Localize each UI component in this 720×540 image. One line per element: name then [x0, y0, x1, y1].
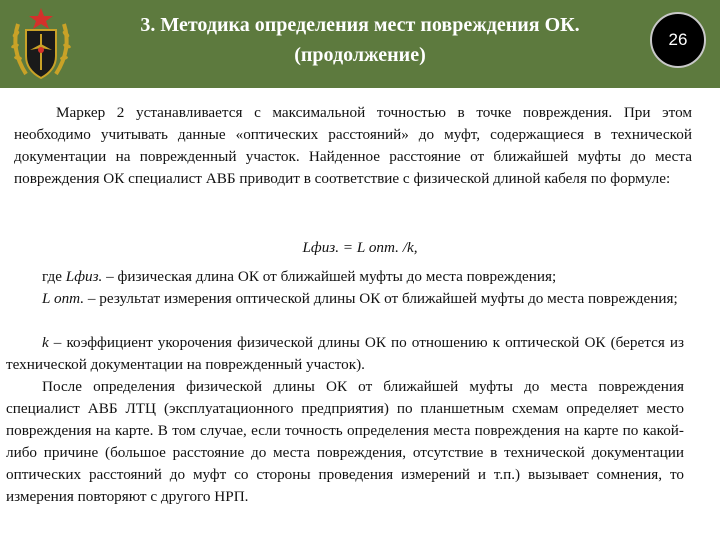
slide-title-line1: 3. Методика определения мест повреждения ОК. — [140, 14, 580, 36]
definition-lfiz-text: – физическая длина ОК от ближайшей муфты до места повреждения; — [102, 268, 557, 285]
formula: Lфиз. = L опт. /k, — [302, 239, 418, 256]
term-lopt: L опт. — [42, 290, 85, 307]
definition-lfiz — [6, 266, 684, 288]
definition-lopt-text: – результат измерения оптической длины ОК от ближайшей муфты до места повреждения; — [84, 290, 678, 307]
definition-k-text: – коэффициент укорочения физической длины ОК по отношению к оптической ОК (берется из технической документации на поврежденный участок). — [6, 334, 684, 373]
definition-k — [6, 332, 684, 376]
definition-prefix: где — [42, 268, 66, 285]
slide-title-line2: (продолжение) — [294, 44, 426, 66]
term-lfiz: Lфиз. — [65, 268, 103, 285]
term-k: k — [42, 334, 49, 351]
page-number: 26 — [668, 30, 688, 49]
definition-lopt — [6, 288, 684, 310]
paragraph-marker: Маркер 2 устанавливается с максимальной точностью в точке повреждения. При этом необходимо учитывать данные «оптических расстояний» до муфт, содержащиеся в технической документации на поврежденный участок. Найденное расстояние от ближайшей муфты до места повреждения ОК специалист АВБ приводит в соответствие с физической длиной кабеля по формуле: — [14, 104, 692, 187]
paragraph-after-determination: После определения физической длины ОК от ближайшей муфты до места повреждения специалист АВБ ЛТЦ (эксплуатационного предприятия) по планшетным схемам определяет место повреждения на карте. В том случае, если точность определения места повреждения на карте по какой-либо причине (большое расстояние до места повреждения, отсутствие в технической документации оптических расстояний до муфт со стороны проведения измерений и т.п.) вызывает сомнения, то измерения повторяют с другого НРП. — [6, 378, 684, 505]
